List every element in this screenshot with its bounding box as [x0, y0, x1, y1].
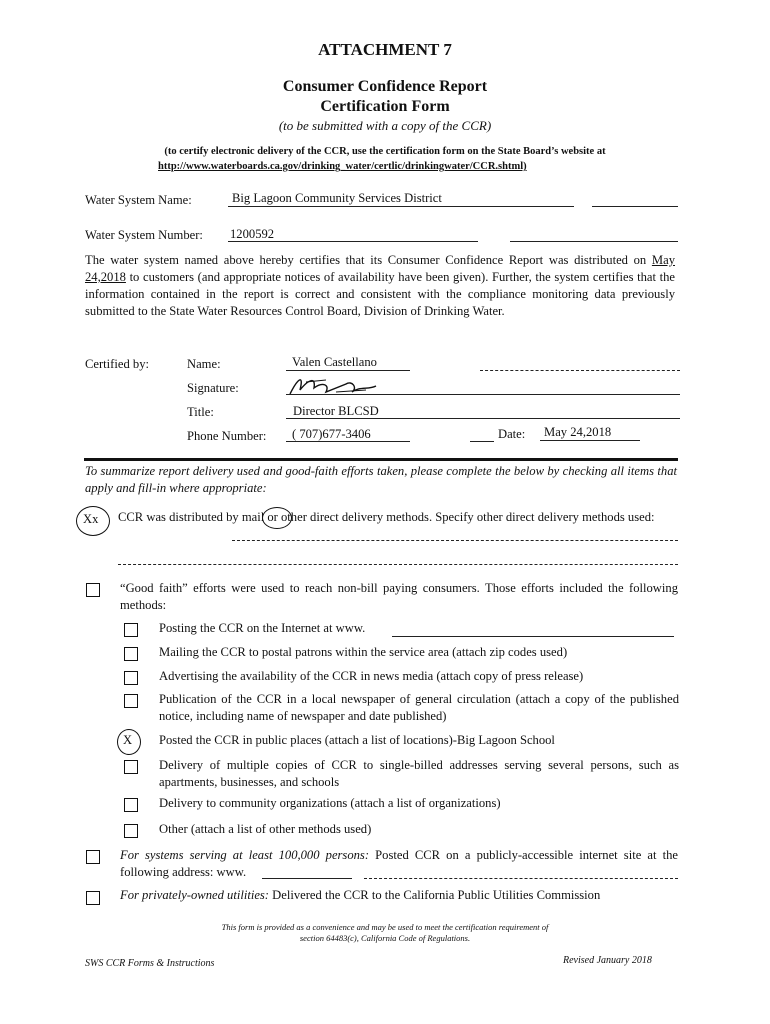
good-faith-item-checkbox[interactable]	[124, 824, 138, 838]
name-line-2	[480, 370, 680, 371]
system-number-label: Water System Number:	[85, 228, 203, 242]
good-faith-item-text: Posting the CCR on the Internet at www.	[159, 621, 366, 635]
certifier-title[interactable]: Director BLCSD	[293, 404, 379, 418]
private-utilities-item	[120, 888, 600, 903]
private-utilities-label: For privately-owned utilities:	[120, 888, 269, 902]
footer-left: SWS CCR Forms & Instructions	[85, 958, 215, 969]
good-faith-item-checkbox[interactable]	[124, 671, 138, 685]
internet-url-line[interactable]	[392, 636, 674, 637]
good-faith-item-text: Publication of the CCR in a local newspaper of general circulation (attach a copy of the published notice, including name of newspaper and date published)	[159, 692, 679, 723]
good-faith-item-text: Posted the CCR in public places (attach a list of locations)-Big Lagoon School	[159, 733, 555, 747]
section-divider	[84, 458, 678, 461]
system-number-line-2	[510, 241, 678, 242]
good-faith-item-mark: X	[123, 733, 133, 747]
footer-right: Revised January 2018	[563, 955, 652, 966]
summary-instructions: To summarize report delivery used and good-faith efforts taken, please complete the below by checking all items that apply and fill-in where appropriate:	[85, 464, 677, 495]
attachment-heading: ATTACHMENT 7	[318, 40, 452, 59]
good-faith-item-checkbox[interactable]	[124, 760, 138, 774]
system-number-line	[228, 241, 478, 242]
other-methods-line[interactable]	[232, 540, 678, 541]
system-name-label: Water System Name:	[85, 193, 192, 207]
certification-paragraph	[85, 252, 675, 320]
distribution-date[interactable]: May 24,2018	[85, 253, 675, 284]
certification-prefix: The water system named above hereby certifies that its Consumer Confidence Report was distributed on	[85, 253, 647, 267]
large-systems-item	[120, 847, 678, 881]
title-label: Title:	[187, 405, 214, 419]
large-systems-label: For systems serving at least 100,000 persons:	[120, 848, 370, 862]
certifier-name[interactable]: Valen Castellano	[292, 355, 377, 369]
other-methods-line-2[interactable]	[118, 564, 678, 565]
electronic-delivery-note: (to certify electronic delivery of the CCR, use the certification form on the State Board’s website at	[164, 146, 606, 157]
good-faith-item-checkbox[interactable]	[124, 694, 138, 708]
large-systems-checkbox[interactable]	[86, 850, 100, 864]
title-line	[286, 418, 680, 419]
footer-note-line1: This form is provided as a convenience and may be used to meet the certification requirement of	[221, 922, 549, 932]
large-systems-text: Posted CCR on a publicly-accessible internet site at the following address: www.	[120, 848, 678, 879]
system-name-line-2	[592, 206, 678, 207]
delivery-text: CCR was distributed by mail or other direct delivery methods. Specify other direct delivery methods used:	[118, 510, 655, 524]
form-title-line2: Certification Form	[320, 98, 450, 115]
good-faith-item-checkbox[interactable]	[124, 798, 138, 812]
signature-line	[286, 394, 680, 395]
good-faith-item-text: Other (attach a list of other methods used)	[159, 822, 372, 836]
phone-line-2	[470, 441, 494, 442]
date-value[interactable]: May 24,2018	[544, 425, 612, 439]
good-faith-text: “Good faith” efforts were used to reach non-bill paying consumers. Those efforts included the following methods:	[120, 581, 678, 612]
system-name-line	[228, 206, 574, 207]
large-systems-url-line-2	[364, 878, 678, 879]
large-systems-url-line[interactable]	[262, 878, 352, 879]
phone-value[interactable]: ( 707)677-3406	[292, 427, 371, 441]
certification-text: to customers (and appropriate notices of availability have been given). Further, the system certifies that the information contained in the report is correct and consistent with the compliance monitoring data previously submitted to the State Water Resources Control Board, Division of Drinking Water.	[85, 270, 675, 318]
private-utilities-text: Delivered the CCR to the California Public Utilities Commission	[272, 888, 601, 902]
signature-scribble	[286, 370, 396, 400]
delivery-mark: Xx	[83, 512, 99, 526]
name-label: Name:	[187, 357, 221, 371]
good-faith-item-text: Delivery of multiple copies of CCR to single-billed addresses serving several persons, such as apartments, businesses, and schools	[159, 758, 679, 789]
good-faith-item-text: Mailing the CCR to postal patrons within the service area (attach zip codes used)	[159, 645, 568, 659]
form-title-line1: Consumer Confidence Report	[282, 78, 488, 95]
good-faith-item-text: Delivery to community organizations (attach a list of organizations)	[159, 796, 501, 810]
state-board-url[interactable]: http://www.waterboards.ca.gov/drinking_water/certlic/drinkingwater/CCR.shtml)	[158, 161, 527, 172]
good-faith-checkbox[interactable]	[86, 583, 100, 597]
good-faith-item-checkbox[interactable]	[124, 647, 138, 661]
date-line	[540, 440, 640, 441]
system-name-value[interactable]: Big Lagoon Community Services District	[232, 191, 442, 205]
system-number-value[interactable]: 1200592	[230, 227, 275, 241]
private-utilities-checkbox[interactable]	[86, 891, 100, 905]
good-faith-item-checkbox[interactable]	[124, 623, 138, 637]
good-faith-item-text: Advertising the availability of the CCR in news media (attach copy of press release)	[159, 669, 584, 683]
phone-label: Phone Number:	[187, 429, 267, 443]
date-label: Date:	[498, 427, 526, 441]
phone-line	[286, 441, 410, 442]
form-subtitle: (to be submitted with a copy of the CCR)	[278, 118, 492, 133]
certified-by-label: Certified by:	[85, 357, 150, 371]
signature-label: Signature:	[187, 381, 239, 395]
footer-note-line2: section 64483(c), California Code of Regulations.	[299, 933, 471, 943]
